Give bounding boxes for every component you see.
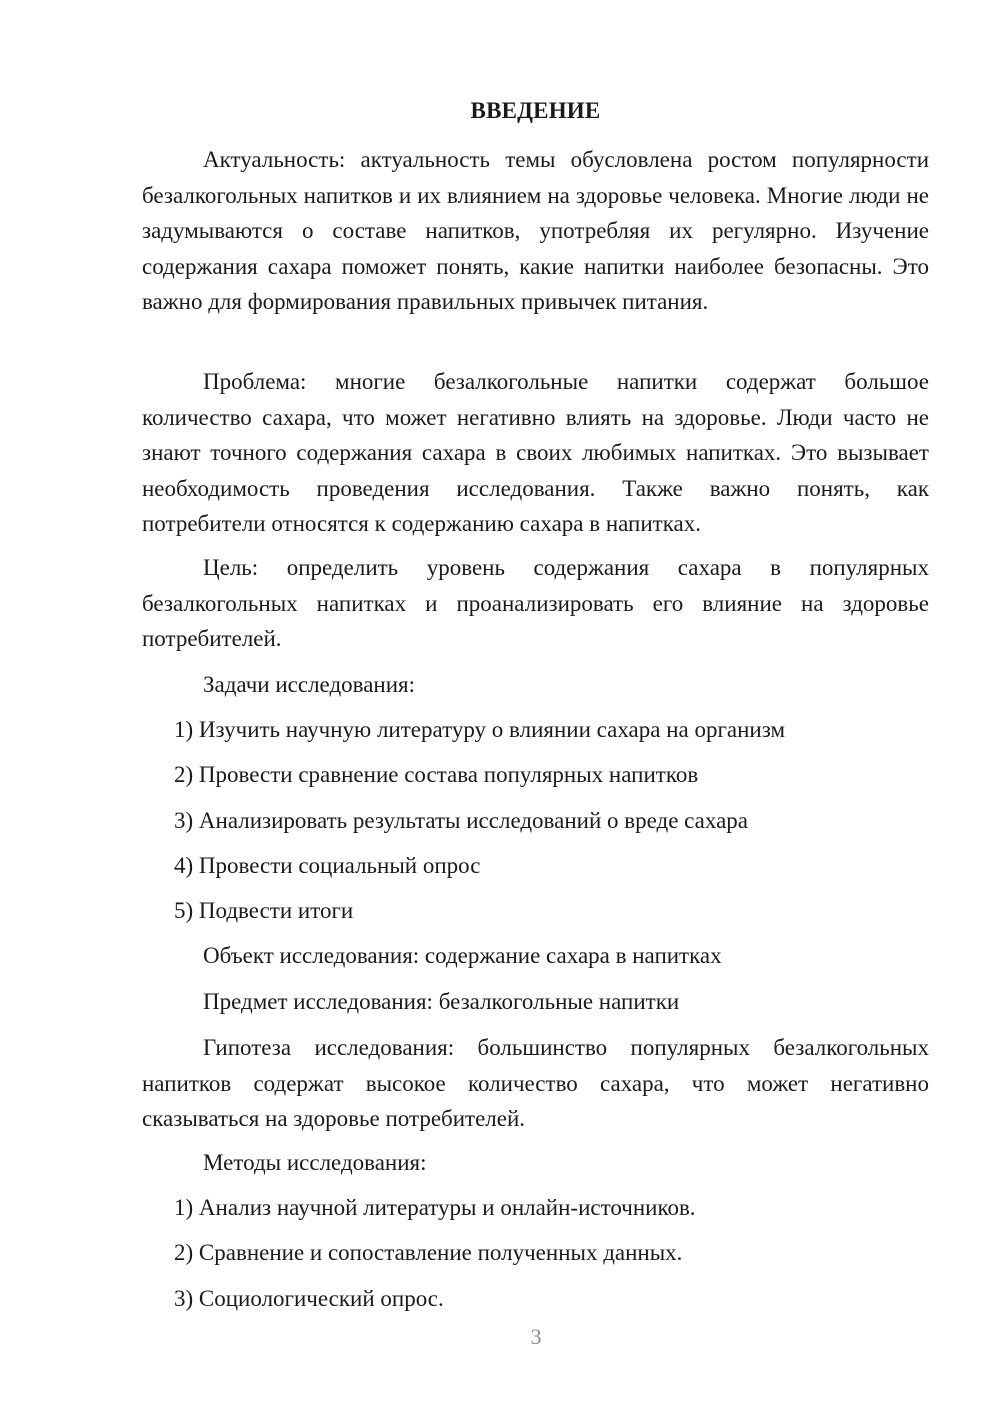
task-item: 5) Подвести итоги [174,898,354,923]
task-item: 4) Провести социальный опрос [174,853,481,878]
tasks-title: Задачи исследования: [203,672,416,697]
page-number: 3 [530,1324,542,1349]
method-item: 1) Анализ научной литературы и онлайн-источников. [174,1195,696,1220]
problem-paragraph: Проблема: многие безалкогольные напитки содержат большое количество сахара, что может негативно влиять на здоровье. Люди часто не знают точного содержания сахара в своих любимых напитках. Это вызывает необходимость проведения исследования. Также важно понять, как потребители относятся к содержанию сахара в напитках. [142,369,929,536]
method-item: 3) Социологический опрос. [174,1286,444,1311]
relevance-paragraph: Актуальность: актуальность темы обусловлена ростом популярности безалкогольных напитков и их влиянием на здоровье человека. Многие люди не задумываются о составе напитков, употребляя их регулярно. Изучение содержания сахара поможет понять, какие напитки наиболее безопасны. Это важно для формирования правильных привычек питания. [142,147,929,314]
page-title: ВВЕДЕНИЕ [470,98,601,123]
method-item: 2) Сравнение и сопоставление полученных данных. [174,1240,683,1265]
task-item: 1) Изучить научную литературу о влиянии сахара на организм [174,717,786,742]
hypothesis-paragraph: Гипотеза исследования: большинство популярных безалкогольных напитков содержат высокое количество сахара, что может негативно сказываться на здоровье потребителей. [142,1035,929,1131]
methods-title: Методы исследования: [203,1150,427,1175]
research-subject: Предмет исследования: безалкогольные напитки [203,989,680,1014]
research-object: Объект исследования: содержание сахара в напитках [203,943,722,968]
task-item: 3) Анализировать результаты исследований о вреде сахара [174,808,748,833]
goal-paragraph: Цель: определить уровень содержания сахара в популярных безалкогольных напитках и проанализировать его влияние на здоровье потребителей. [142,555,929,651]
task-item: 2) Провести сравнение состава популярных напитков [174,762,699,787]
